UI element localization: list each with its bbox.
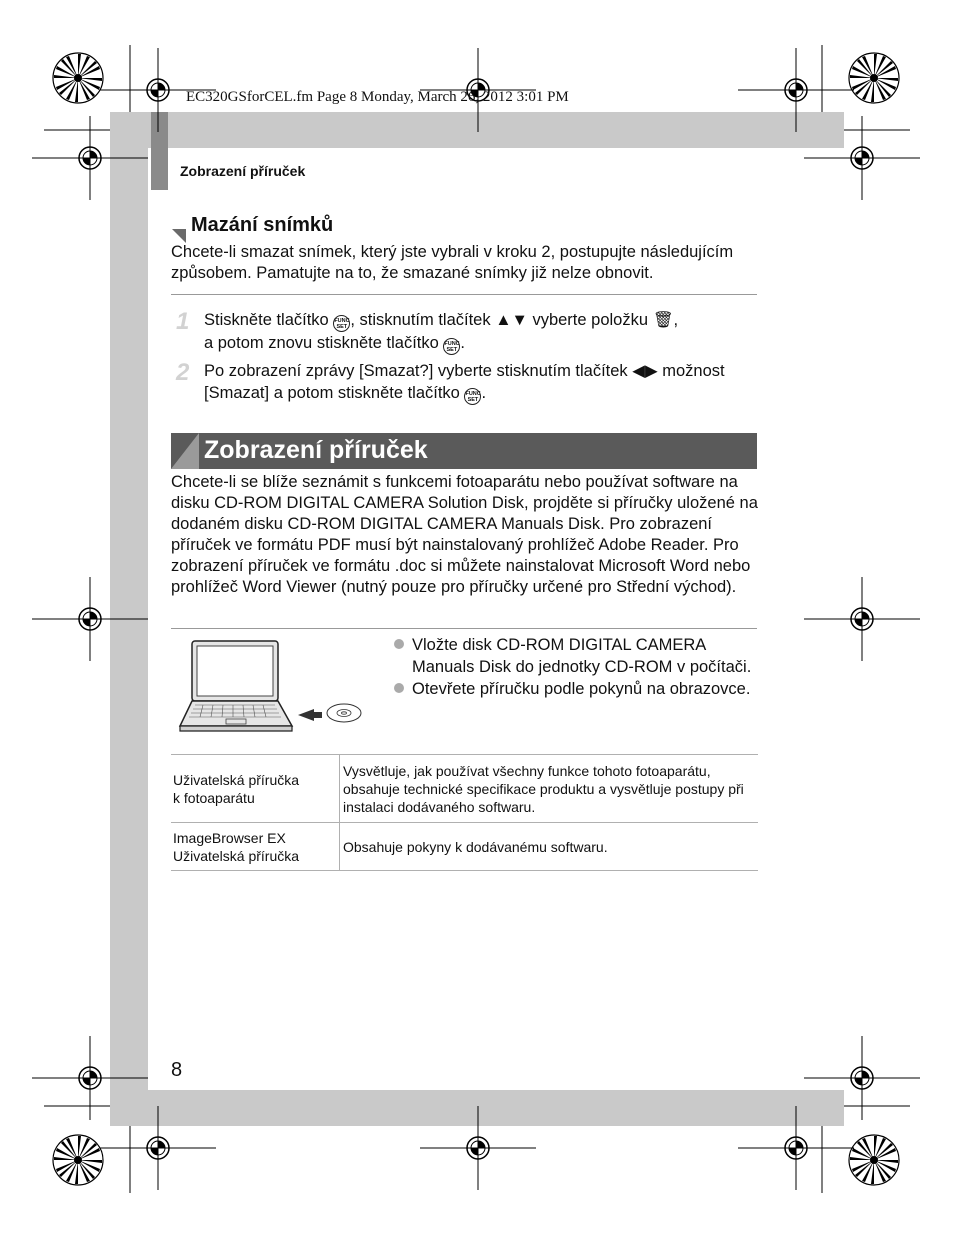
manual-name-cell: Uživatelská příručka k fotoaparátu [171, 755, 340, 823]
delete-images-intro: Chcete-li smazat snímek, který jste vybrali v kroku 2, postupujte následujícím způsobem. Pamatujte na to, že smazané snímky již nelze obnovit. [171, 243, 734, 282]
list-item: Vložte disk CD-ROM DIGITAL CAMERA Manuals Disk do jednotky CD-ROM v počítači. [392, 634, 762, 678]
running-head: Zobrazení příruček [180, 163, 306, 179]
step-number: 1 [176, 308, 190, 335]
list-item: Otevřete příručku podle pokynů na obrazovce. [392, 678, 762, 700]
up-down-arrows-icon: ▲▼ [495, 311, 528, 329]
file-header: EC320GSforCEL.fm Page 8 Monday, March 26, 2012 3:01 PM [186, 89, 569, 105]
step-2-text-b: možnost [Smazat] a potom stiskněte tlačítko [204, 362, 725, 402]
section-triangle-icon [171, 433, 199, 469]
bullet-icon [394, 639, 404, 649]
delete-images-heading: Mazání snímků [191, 214, 334, 236]
page-number: 8 [171, 1059, 183, 1081]
manuals-instructions [392, 634, 762, 700]
divider [171, 294, 757, 295]
manual-name-cell: ImageBrowser EX Uživatelská příručka [171, 823, 340, 871]
subsection-triangle-icon [172, 229, 186, 243]
step-2-text: Po zobrazení zprávy [Smazat?] vyberte stisknutím tlačítek ◀▶ možnost [Smazat] a potom stiskněte tlačítko FUNC SET . [204, 362, 725, 403]
trash-icon: 🗑 [652, 311, 674, 329]
step-1-text: Stiskněte tlačítko FUNC SET , stisknutím tlačítek ▲▼ vyberte položku 🗑, a potom znovu stiskněte tlačítko FUNC SET . [204, 311, 679, 353]
step-1-text-a: Stiskněte tlačítko [204, 311, 334, 329]
manuals-intro: Chcete-li se blíže seznámit s funkcemi fotoaparátu nebo používat software na disku CD-ROM DIGITAL CAMERA Solution Disk, projděte si příručky uložené na dodaném disku CD-ROM DIGITAL CAMERA Manuals Disk. Pro zobrazení příruček ve formátu PDF musí být nainstalovaný prohlížeč Adobe Reader. Pro zobrazení příruček ve formátu .doc si můžete nainstalovat Microsoft Word nebo prohlížeč Word Viewer (nutný pouze pro příručky určené pro Střední východ). [171, 473, 758, 596]
step-2-text-a: Po zobrazení zprávy [Smazat?] vyberte stisknutím tlačítek [204, 362, 633, 380]
manual-description-cell: Vysvětluje, jak používat všechny funkce tohoto fotoaparátu, obsahuje technické specifikace produktu a vysvětluje postupy při instalaci dodávaného softwaru. [340, 755, 759, 823]
left-right-arrows-icon: ◀▶ [632, 362, 658, 380]
func-set-button-icon: FUNC SET [333, 315, 350, 332]
divider [171, 628, 757, 629]
func-set-button-icon: FUNC SET [464, 388, 481, 405]
laptop-with-cd-icon [178, 638, 368, 738]
bullet-icon [394, 683, 404, 693]
step-1-text-b: , stisknutím tlačítek [350, 311, 496, 329]
manuals-heading: Zobrazení příruček [204, 436, 428, 464]
step-1-text-c: vyberte položku [527, 311, 653, 329]
step-number: 2 [176, 359, 190, 386]
manuals-table [171, 754, 758, 871]
manual-description-cell: Obsahuje pokyny k dodávanému softwaru. [340, 823, 759, 871]
step-1-text-e: a potom znovu stiskněte tlačítko [204, 334, 444, 352]
func-set-button-icon: FUNC SET [443, 338, 460, 355]
table-row [171, 755, 758, 823]
table-row [171, 823, 758, 871]
